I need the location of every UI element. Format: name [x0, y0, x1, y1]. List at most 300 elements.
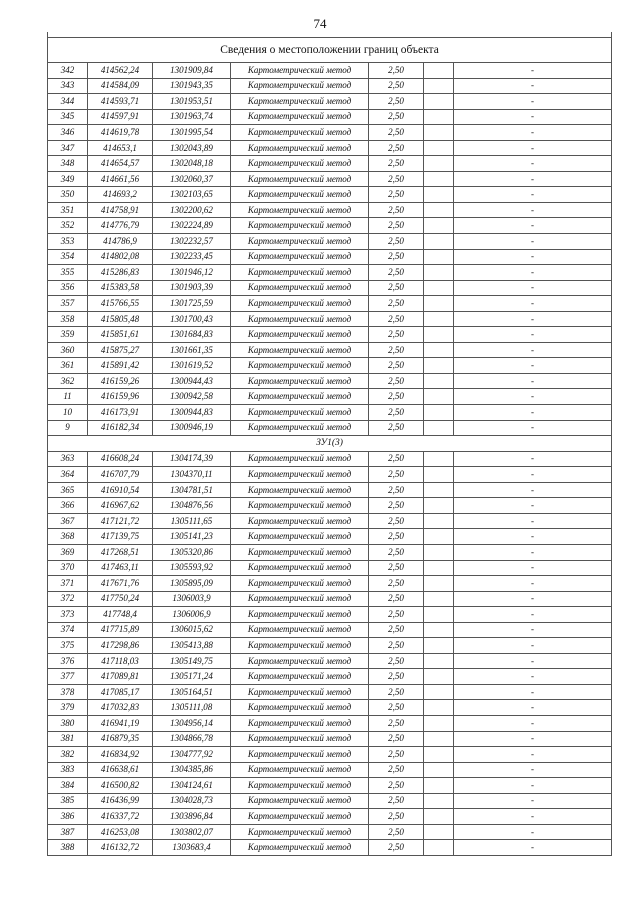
method-cell: Картометрический метод	[231, 296, 369, 312]
point-number-cell: 387	[48, 824, 88, 840]
point-number-cell: 10	[48, 405, 88, 421]
accuracy-cell: 2,50	[369, 638, 424, 654]
point-number-cell: 9	[48, 420, 88, 436]
accuracy-cell: 2,50	[369, 544, 424, 560]
accuracy-cell: 2,50	[369, 125, 424, 141]
description-cell: -	[454, 358, 612, 374]
point-number-cell: 378	[48, 684, 88, 700]
description-cell: -	[454, 762, 612, 778]
coord-x-cell: 415875,27	[88, 342, 153, 358]
table-row	[48, 840, 612, 856]
coord-y-cell: 1305111,65	[153, 513, 231, 529]
coord-y-cell: 1305149,75	[153, 653, 231, 669]
table-row	[48, 405, 612, 421]
accuracy-cell: 2,50	[369, 576, 424, 592]
coord-x-cell: 414786,9	[88, 234, 153, 250]
point-number-cell: 367	[48, 513, 88, 529]
description-cell: -	[454, 638, 612, 654]
method-cell: Картометрический метод	[231, 280, 369, 296]
coord-x-cell: 414562,24	[88, 63, 153, 79]
method-cell: Картометрический метод	[231, 63, 369, 79]
accuracy-cell: 2,50	[369, 373, 424, 389]
point-number-cell: 366	[48, 498, 88, 514]
empty-cell	[424, 669, 454, 685]
description-cell: -	[454, 778, 612, 794]
accuracy-cell: 2,50	[369, 405, 424, 421]
description-cell: -	[454, 187, 612, 203]
coord-x-cell: 417139,75	[88, 529, 153, 545]
empty-cell	[424, 342, 454, 358]
point-number-cell: 358	[48, 311, 88, 327]
description-cell: -	[454, 482, 612, 498]
coord-x-cell: 416173,91	[88, 405, 153, 421]
coord-y-cell: 1300944,43	[153, 373, 231, 389]
description-cell: -	[454, 296, 612, 312]
table-row	[48, 793, 612, 809]
method-cell: Картометрический метод	[231, 327, 369, 343]
table-row	[48, 187, 612, 203]
table-row	[48, 156, 612, 172]
table-row	[48, 544, 612, 560]
method-cell: Картометрический метод	[231, 622, 369, 638]
accuracy-cell: 2,50	[369, 327, 424, 343]
coord-x-cell: 417121,72	[88, 513, 153, 529]
method-cell: Картометрический метод	[231, 420, 369, 436]
coord-y-cell: 1301661,35	[153, 342, 231, 358]
point-number-cell: 381	[48, 731, 88, 747]
coord-x-cell: 417750,24	[88, 591, 153, 607]
accuracy-cell: 2,50	[369, 747, 424, 763]
coord-y-cell: 1304956,14	[153, 715, 231, 731]
accuracy-cell: 2,50	[369, 607, 424, 623]
point-number-cell: 369	[48, 544, 88, 560]
accuracy-cell: 2,50	[369, 78, 424, 94]
description-cell: -	[454, 700, 612, 716]
empty-cell	[424, 280, 454, 296]
accuracy-cell: 2,50	[369, 202, 424, 218]
coord-x-cell: 414653,1	[88, 140, 153, 156]
table-row	[48, 482, 612, 498]
point-number-cell: 382	[48, 747, 88, 763]
description-cell: -	[454, 218, 612, 234]
table-row	[48, 265, 612, 281]
table-row	[48, 607, 612, 623]
description-cell: -	[454, 327, 612, 343]
coord-x-cell: 414654,57	[88, 156, 153, 172]
empty-cell	[424, 311, 454, 327]
coord-y-cell: 1304876,56	[153, 498, 231, 514]
coord-y-cell: 1301684,83	[153, 327, 231, 343]
coord-y-cell: 1305164,51	[153, 684, 231, 700]
accuracy-cell: 2,50	[369, 762, 424, 778]
description-cell: -	[454, 544, 612, 560]
coord-y-cell: 1304777,92	[153, 747, 231, 763]
accuracy-cell: 2,50	[369, 358, 424, 374]
empty-cell	[424, 731, 454, 747]
coord-y-cell: 1305593,92	[153, 560, 231, 576]
table-row	[48, 467, 612, 483]
empty-cell	[424, 389, 454, 405]
description-cell: -	[454, 109, 612, 125]
table-row	[48, 653, 612, 669]
accuracy-cell: 2,50	[369, 513, 424, 529]
empty-cell	[424, 249, 454, 265]
empty-cell	[424, 109, 454, 125]
description-cell: -	[454, 94, 612, 110]
table-row	[48, 715, 612, 731]
coord-x-cell: 416500,82	[88, 778, 153, 794]
empty-cell	[424, 747, 454, 763]
point-number-cell: 385	[48, 793, 88, 809]
boundary-coordinates-table	[47, 32, 612, 856]
method-cell: Картометрический метод	[231, 373, 369, 389]
coord-y-cell: 1302048,18	[153, 156, 231, 172]
method-cell: Картометрический метод	[231, 202, 369, 218]
method-cell: Картометрический метод	[231, 140, 369, 156]
coord-y-cell: 1301903,39	[153, 280, 231, 296]
description-cell: -	[454, 576, 612, 592]
empty-cell	[424, 762, 454, 778]
coord-y-cell: 1301700,43	[153, 311, 231, 327]
method-cell: Картометрический метод	[231, 824, 369, 840]
point-number-cell: 355	[48, 265, 88, 281]
accuracy-cell: 2,50	[369, 63, 424, 79]
coord-y-cell: 1301619,52	[153, 358, 231, 374]
empty-cell	[424, 265, 454, 281]
table-row	[48, 94, 612, 110]
coord-y-cell: 1300942,58	[153, 389, 231, 405]
accuracy-cell: 2,50	[369, 296, 424, 312]
point-number-cell: 384	[48, 778, 88, 794]
section-header-row	[48, 436, 612, 452]
coord-x-cell: 415851,61	[88, 327, 153, 343]
method-cell: Картометрический метод	[231, 78, 369, 94]
table-row	[48, 234, 612, 250]
method-cell: Картометрический метод	[231, 762, 369, 778]
method-cell: Картометрический метод	[231, 715, 369, 731]
empty-cell	[424, 358, 454, 374]
coord-x-cell: 414661,56	[88, 171, 153, 187]
method-cell: Картометрический метод	[231, 731, 369, 747]
description-cell: -	[454, 684, 612, 700]
coord-x-cell: 414802,08	[88, 249, 153, 265]
empty-cell	[424, 560, 454, 576]
coord-y-cell: 1304385,86	[153, 762, 231, 778]
empty-cell	[424, 778, 454, 794]
description-cell: -	[454, 171, 612, 187]
accuracy-cell: 2,50	[369, 156, 424, 172]
coord-y-cell: 1303802,07	[153, 824, 231, 840]
method-cell: Картометрический метод	[231, 265, 369, 281]
method-cell: Картометрический метод	[231, 342, 369, 358]
accuracy-cell: 2,50	[369, 280, 424, 296]
point-number-cell: 351	[48, 202, 88, 218]
point-number-cell: 368	[48, 529, 88, 545]
empty-cell	[424, 513, 454, 529]
coord-x-cell: 417748,4	[88, 607, 153, 623]
accuracy-cell: 2,50	[369, 715, 424, 731]
coord-x-cell: 415891,42	[88, 358, 153, 374]
section-label: ЗУ1(3)	[48, 436, 612, 452]
accuracy-cell: 2,50	[369, 793, 424, 809]
coord-x-cell: 417118,03	[88, 653, 153, 669]
coord-x-cell: 416253,08	[88, 824, 153, 840]
table-row	[48, 684, 612, 700]
point-number-cell: 388	[48, 840, 88, 856]
description-cell: -	[454, 669, 612, 685]
point-number-cell: 356	[48, 280, 88, 296]
coord-x-cell: 415383,58	[88, 280, 153, 296]
table-row	[48, 171, 612, 187]
empty-cell	[424, 498, 454, 514]
point-number-cell: 348	[48, 156, 88, 172]
method-cell: Картометрический метод	[231, 156, 369, 172]
coord-y-cell: 1301953,51	[153, 94, 231, 110]
coord-y-cell: 1302224,89	[153, 218, 231, 234]
table-row	[48, 311, 612, 327]
point-number-cell: 379	[48, 700, 88, 716]
table-row	[48, 109, 612, 125]
empty-cell	[424, 809, 454, 825]
point-number-cell: 349	[48, 171, 88, 187]
coord-x-cell: 417268,51	[88, 544, 153, 560]
coord-x-cell: 414776,79	[88, 218, 153, 234]
empty-cell	[424, 529, 454, 545]
empty-cell	[424, 125, 454, 141]
accuracy-cell: 2,50	[369, 560, 424, 576]
table-row	[48, 296, 612, 312]
description-cell: -	[454, 809, 612, 825]
coord-y-cell: 1304866,78	[153, 731, 231, 747]
point-number-cell: 370	[48, 560, 88, 576]
point-number-cell: 350	[48, 187, 88, 203]
accuracy-cell: 2,50	[369, 342, 424, 358]
table-row	[48, 622, 612, 638]
method-cell: Картометрический метод	[231, 529, 369, 545]
point-number-cell: 11	[48, 389, 88, 405]
method-cell: Картометрический метод	[231, 809, 369, 825]
accuracy-cell: 2,50	[369, 420, 424, 436]
accuracy-cell: 2,50	[369, 467, 424, 483]
table-title: Сведения о местоположении границ объекта	[48, 38, 612, 63]
description-cell: -	[454, 420, 612, 436]
empty-cell	[424, 140, 454, 156]
table-row	[48, 327, 612, 343]
empty-cell	[424, 715, 454, 731]
empty-cell	[424, 373, 454, 389]
point-number-cell: 360	[48, 342, 88, 358]
table-row	[48, 358, 612, 374]
description-cell: -	[454, 125, 612, 141]
empty-cell	[424, 234, 454, 250]
method-cell: Картометрический метод	[231, 125, 369, 141]
coord-y-cell: 1302233,45	[153, 249, 231, 265]
coord-x-cell: 417089,81	[88, 669, 153, 685]
method-cell: Картометрический метод	[231, 405, 369, 421]
coord-x-cell: 414758,91	[88, 202, 153, 218]
table-row	[48, 778, 612, 794]
coord-y-cell: 1306015,62	[153, 622, 231, 638]
method-cell: Картометрический метод	[231, 793, 369, 809]
method-cell: Картометрический метод	[231, 467, 369, 483]
table-row	[48, 63, 612, 79]
point-number-cell: 372	[48, 591, 88, 607]
coord-x-cell: 414584,09	[88, 78, 153, 94]
point-number-cell: 352	[48, 218, 88, 234]
coord-y-cell: 1302043,89	[153, 140, 231, 156]
accuracy-cell: 2,50	[369, 451, 424, 467]
accuracy-cell: 2,50	[369, 529, 424, 545]
description-cell: -	[454, 202, 612, 218]
coord-x-cell: 414619,78	[88, 125, 153, 141]
description-cell: -	[454, 793, 612, 809]
coord-x-cell: 416182,34	[88, 420, 153, 436]
empty-cell	[424, 653, 454, 669]
empty-cell	[424, 296, 454, 312]
method-cell: Картометрический метод	[231, 638, 369, 654]
coord-y-cell: 1301995,54	[153, 125, 231, 141]
coord-x-cell: 415805,48	[88, 311, 153, 327]
description-cell: -	[454, 529, 612, 545]
table-row	[48, 451, 612, 467]
table-row	[48, 731, 612, 747]
coord-y-cell: 1300946,19	[153, 420, 231, 436]
point-number-cell: 343	[48, 78, 88, 94]
table-row	[48, 342, 612, 358]
method-cell: Картометрический метод	[231, 544, 369, 560]
coord-y-cell: 1301909,84	[153, 63, 231, 79]
description-cell: -	[454, 747, 612, 763]
coord-x-cell: 415286,83	[88, 265, 153, 281]
method-cell: Картометрический метод	[231, 218, 369, 234]
description-cell: -	[454, 265, 612, 281]
method-cell: Картометрический метод	[231, 747, 369, 763]
coord-y-cell: 1300944,83	[153, 405, 231, 421]
coord-x-cell: 416608,24	[88, 451, 153, 467]
accuracy-cell: 2,50	[369, 218, 424, 234]
description-cell: -	[454, 607, 612, 623]
empty-cell	[424, 607, 454, 623]
table-row	[48, 762, 612, 778]
table-row	[48, 560, 612, 576]
table-row	[48, 140, 612, 156]
coord-y-cell: 1304124,61	[153, 778, 231, 794]
accuracy-cell: 2,50	[369, 653, 424, 669]
empty-cell	[424, 824, 454, 840]
empty-cell	[424, 171, 454, 187]
method-cell: Картометрический метод	[231, 358, 369, 374]
coord-x-cell: 417463,11	[88, 560, 153, 576]
accuracy-cell: 2,50	[369, 669, 424, 685]
method-cell: Картометрический метод	[231, 513, 369, 529]
coord-x-cell: 417085,17	[88, 684, 153, 700]
accuracy-cell: 2,50	[369, 94, 424, 110]
accuracy-cell: 2,50	[369, 840, 424, 856]
point-number-cell: 342	[48, 63, 88, 79]
point-number-cell: 344	[48, 94, 88, 110]
description-cell: -	[454, 824, 612, 840]
description-cell: -	[454, 63, 612, 79]
method-cell: Картометрический метод	[231, 607, 369, 623]
table-row	[48, 638, 612, 654]
empty-cell	[424, 78, 454, 94]
method-cell: Картометрический метод	[231, 94, 369, 110]
coord-y-cell: 1305111,08	[153, 700, 231, 716]
method-cell: Картометрический метод	[231, 109, 369, 125]
coord-x-cell: 414597,91	[88, 109, 153, 125]
empty-cell	[424, 327, 454, 343]
point-number-cell: 359	[48, 327, 88, 343]
table-row	[48, 373, 612, 389]
method-cell: Картометрический метод	[231, 311, 369, 327]
empty-cell	[424, 156, 454, 172]
table-row	[48, 747, 612, 763]
empty-cell	[424, 622, 454, 638]
description-cell: -	[454, 280, 612, 296]
description-cell: -	[454, 140, 612, 156]
coord-x-cell: 417715,89	[88, 622, 153, 638]
accuracy-cell: 2,50	[369, 778, 424, 794]
table-row	[48, 529, 612, 545]
empty-cell	[424, 63, 454, 79]
coord-x-cell: 416707,79	[88, 467, 153, 483]
method-cell: Картометрический метод	[231, 684, 369, 700]
coord-x-cell: 416879,35	[88, 731, 153, 747]
coord-y-cell: 1301946,12	[153, 265, 231, 281]
empty-cell	[424, 467, 454, 483]
method-cell: Картометрический метод	[231, 840, 369, 856]
coord-x-cell: 417298,86	[88, 638, 153, 654]
empty-cell	[424, 840, 454, 856]
coord-y-cell: 1305320,86	[153, 544, 231, 560]
table-body	[48, 32, 612, 855]
coord-y-cell: 1301963,74	[153, 109, 231, 125]
point-number-cell: 361	[48, 358, 88, 374]
point-number-cell: 386	[48, 809, 88, 825]
table-row	[48, 700, 612, 716]
table-row	[48, 389, 612, 405]
table-row	[48, 78, 612, 94]
empty-cell	[424, 218, 454, 234]
coord-x-cell: 417671,76	[88, 576, 153, 592]
method-cell: Картометрический метод	[231, 591, 369, 607]
coord-x-cell: 415766,55	[88, 296, 153, 312]
empty-cell	[424, 187, 454, 203]
accuracy-cell: 2,50	[369, 171, 424, 187]
coord-y-cell: 1302060,37	[153, 171, 231, 187]
point-number-cell: 345	[48, 109, 88, 125]
accuracy-cell: 2,50	[369, 684, 424, 700]
point-number-cell: 375	[48, 638, 88, 654]
point-number-cell: 364	[48, 467, 88, 483]
coord-y-cell: 1305895,09	[153, 576, 231, 592]
method-cell: Картометрический метод	[231, 482, 369, 498]
accuracy-cell: 2,50	[369, 265, 424, 281]
description-cell: -	[454, 731, 612, 747]
method-cell: Картометрический метод	[231, 187, 369, 203]
coord-y-cell: 1302232,57	[153, 234, 231, 250]
point-number-cell: 354	[48, 249, 88, 265]
coord-x-cell: 414693,2	[88, 187, 153, 203]
empty-cell	[424, 576, 454, 592]
coord-y-cell: 1302200,62	[153, 202, 231, 218]
accuracy-cell: 2,50	[369, 389, 424, 405]
method-cell: Картометрический метод	[231, 389, 369, 405]
description-cell: -	[454, 467, 612, 483]
coord-x-cell: 414593,71	[88, 94, 153, 110]
table-row	[48, 498, 612, 514]
empty-cell	[424, 405, 454, 421]
